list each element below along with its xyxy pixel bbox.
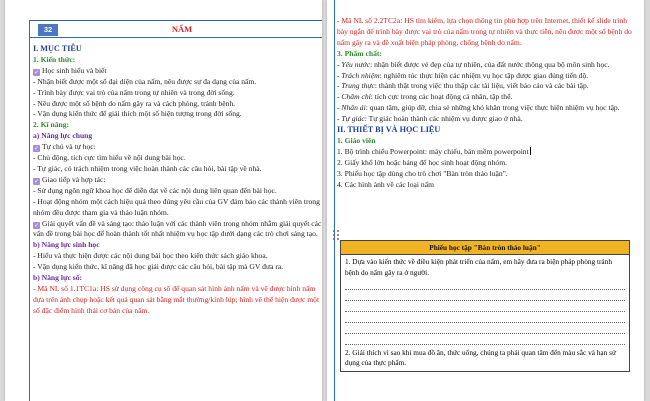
line-text: - Vận dụng kiến thức để giải thích một số hiện tượng trong đời sống. [33, 109, 242, 119]
line-text: 1. Kiến thức: [33, 54, 76, 64]
quality-line [337, 81, 637, 92]
page-number: 32 [38, 24, 58, 36]
quality-line [337, 103, 637, 114]
worksheet-table [340, 240, 630, 372]
worksheet-title: Phiếu học tập "Bàn tròn thảo luận" [341, 241, 629, 255]
answer-line [345, 323, 625, 334]
checkbox-icon: ✓ [33, 177, 40, 185]
body-line [33, 251, 322, 262]
digital-competency-text [337, 16, 637, 49]
body-line [337, 158, 637, 169]
quality-label: - Trách nhiệm [337, 70, 380, 80]
line-text: - Mã NL số 2.2TC2a: HS tìm kiếm, lựa chọn thông tin phù hợp trên Internet, thiết kế slide trình bày ngắn để trình bày được vai trò của nấm trong tự nhiên và thực tiễn, nêu được một số bệnh do nấm gây ra và đề xuất biện pháp phòng, chống bệnh do nấm. [337, 16, 632, 47]
answer-line [345, 334, 625, 345]
body-line [337, 169, 637, 180]
checked-item [33, 142, 322, 153]
left-page [5, 0, 322, 401]
body-line [33, 197, 322, 219]
checked-item-text: Tự chủ và tự học: [42, 142, 96, 152]
section-heading [33, 44, 322, 55]
checked-item-text: Giải quyết vấn đề và sáng tạo: thảo luận với các thành viên trong nhóm nhằm giải quyết các vấn đề trong bài học để hoàn thành tốt nhất nhiệm vụ học tập dưới dạng các trò chơi sáng tạo. [33, 218, 322, 239]
line-text: - Hiểu và thực hiện được các nội dung bài học theo kiến thức sách giáo khoa. [33, 251, 268, 261]
checkbox-icon: ✓ [33, 68, 40, 76]
line-text: b) Năng lực sinh học [33, 240, 100, 250]
section-heading [337, 125, 637, 136]
quality-description: : quan tâm, giúp đỡ, chia sẻ những khó khăn trong việc thực hiện nhiệm vụ học tập. [365, 103, 620, 113]
line-text: II. THIẾT BỊ VÀ HỌC LIỆU [337, 125, 441, 135]
sub-subsection-heading [33, 131, 322, 142]
checked-item [33, 66, 322, 77]
subsection-heading [337, 136, 637, 147]
answer-line [345, 312, 625, 323]
quality-label: - Nhân ái [337, 103, 366, 113]
line-text: b) Năng lực số: [33, 273, 83, 283]
quality-line [337, 92, 637, 103]
line-text: - Trình bày được vai trò của nấm trong tự nhiên và trong đời sống. [33, 87, 235, 97]
quality-label: - Yêu nước [337, 59, 371, 69]
quality-label: - Chăm chỉ [337, 92, 371, 102]
drag-handle-icon[interactable] [333, 230, 339, 239]
body-line [33, 262, 322, 273]
line-text: - Nhận biết được một số đại diện của nấm, nêu được sự đa dạng của nấm. [33, 76, 257, 86]
line-text: I. MỤC TIÊU [33, 44, 82, 53]
checked-item-text: Giao tiếp và hợp tác: [42, 174, 106, 184]
quality-line [337, 114, 637, 125]
line-text: 1. Bộ trình chiếu Powerpoint: máy chiếu, bản mềm powerpoint [337, 146, 529, 156]
body-line [33, 164, 322, 175]
quality-line [337, 60, 637, 71]
line-text: 4. Các hình ảnh về các loại nấm [337, 179, 434, 189]
quality-description: : nhận biết được vẻ đẹp của tự nhiên, của đất nước thông qua bộ môn sinh học. [370, 59, 610, 69]
line-text: - Tự giác, có trách nhiệm trong việc hoàn thành các câu hỏi, bài tập về nhà. [33, 163, 262, 173]
sub-subsection-heading [33, 240, 322, 251]
quality-description: : thành thật trong việc thu thập các tài liệu, viết báo cáo và các bài tập. [374, 81, 589, 91]
quality-label: - Tự giác [337, 114, 365, 124]
line-text: - Vận dụng kiến thức, kĩ năng đã học giải được các câu hỏi, bài tập mà GV đưa ra. [33, 262, 284, 272]
quality-description: : nghiêm túc thực hiện các nhiệm vụ học tập được giao đúng tiến độ. [379, 70, 589, 80]
body-line [33, 99, 322, 110]
answer-line [345, 279, 625, 290]
checked-item [33, 219, 322, 241]
checkbox-icon: ✓ [33, 145, 40, 153]
left-page-body [33, 44, 322, 317]
line-text: - Chủ động, tích cực tìm hiểu về nội dung bài học. [33, 153, 186, 163]
right-page [327, 0, 644, 401]
body-line [337, 180, 637, 191]
line-text: - Hoạt động nhóm một cách hiệu quả theo đúng yêu cầu của GV đảm bảo các thành viên trong nhóm đều được tham gia và thảo luận nhóm. [33, 196, 320, 217]
checked-item-text: Học sinh hiểu và biết [42, 65, 107, 75]
body-line [337, 147, 637, 158]
quality-description: : Tự giác hoàn thành các nhiệm vụ được giao ở nhà. [364, 114, 523, 124]
checked-item [33, 175, 322, 186]
subsection-heading [33, 120, 322, 131]
text-cursor [530, 147, 531, 155]
body-line [33, 186, 322, 197]
quality-line [337, 71, 637, 82]
digital-competency-text [33, 284, 322, 317]
answer-line [345, 290, 625, 301]
line-text: - Nêu được một số bệnh do nấm gây ra và cách phòng, tránh bệnh. [33, 98, 236, 108]
line-text: 3. Phiếu học tập dùng cho trò chơi "Bàn tròn thảo luận". [337, 168, 508, 178]
body-line [33, 109, 322, 120]
line-text: 3. Phẩm chất: [337, 48, 382, 58]
line-text: 1. Giáo viên [337, 135, 376, 145]
quality-label: - Trung thực [337, 81, 375, 91]
subsection-heading [337, 49, 637, 60]
lesson-title: NẤM [171, 24, 193, 34]
body-line [33, 77, 322, 88]
right-page-body [337, 16, 637, 191]
line-text: 2. Giấy khổ lớn hoặc bảng để học sinh hoạt động nhóm. [337, 157, 507, 167]
subsection-heading [33, 55, 322, 66]
worksheet-question-1: 1. Dựa vào kiến thức về điều kiện phát triển của nấm, em hãy đưa ra biện pháp phòng tránh bệnh do nấm gây ra ở người. [345, 257, 612, 277]
line-text: a) Năng lực chung [33, 131, 93, 141]
answer-line [345, 301, 625, 312]
worksheet-body [341, 255, 629, 371]
line-text: - Sử dụng ngôn ngữ khoa học để diễn đạt về các nội dung liên quan đến bài học. [33, 185, 277, 195]
body-line [33, 88, 322, 99]
body-line [33, 153, 322, 164]
line-text: 2. Kĩ năng: [33, 120, 70, 130]
line-text: - Mã NL số 1.1TC1a: HS sử dụng công cụ số để quan sát hình ảnh nấm và vẽ được hình nấm dựa trên ảnh chụp hoặc kết quả quan sát bằng mắt thường/kính lúp; hình vẽ thể hiện được một số đặc điểm hình thái cơ bản của nấm. [33, 283, 320, 315]
header-rule [29, 37, 322, 38]
checkbox-icon: ✓ [33, 221, 40, 229]
worksheet-question-2: 2. Giải thích vì sao khi mua đồ ăn, thức uống, chúng ta phải quan tâm đến màu sắc và hạn sử dụng của thực phẩm. [345, 347, 616, 368]
quality-description: : tích cực trong các hoạt động cá nhân, tập thể. [370, 92, 513, 102]
sub-subsection-heading [33, 273, 322, 284]
